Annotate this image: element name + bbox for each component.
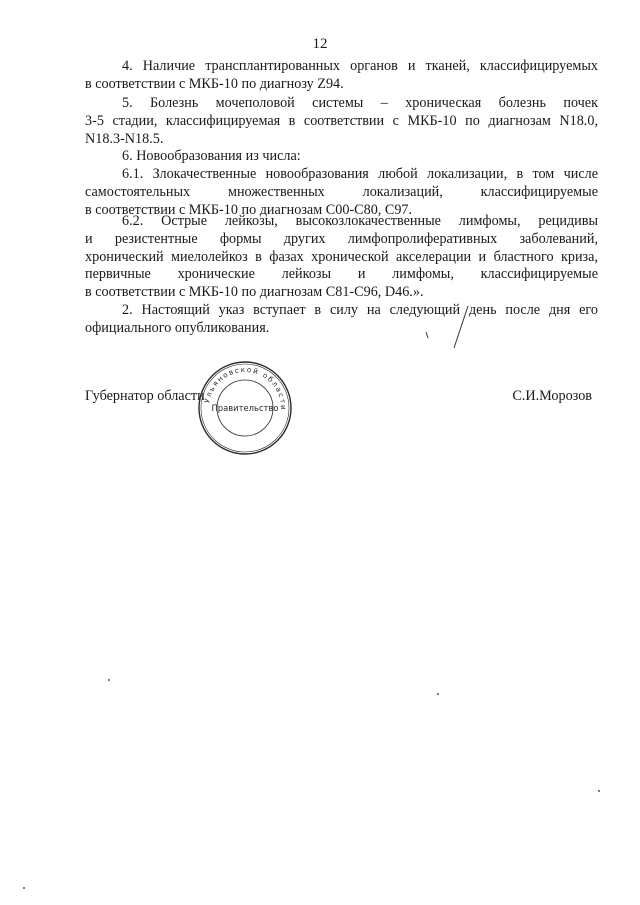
paragraph-4: [85, 58, 598, 94]
scan-speck: [108, 679, 110, 681]
official-seal-icon: [195, 358, 295, 458]
paragraph-line: в соответствии с МКБ-10 по диагнозу Z94.: [85, 75, 344, 92]
paragraph-line: 6.1. Злокачественные новообразования любой локализации, в том числе: [122, 166, 598, 182]
paragraph-6-2: [85, 213, 598, 302]
paragraph-line: хронический миелолейкоз в фазах хронической акселерации и бластного криза,: [85, 248, 598, 265]
scan-speck: [598, 790, 600, 792]
handwritten-mark-icon: [420, 302, 480, 352]
paragraph-line: 6.2. Острые лейкозы, высокозлокачественные лимфомы, рецидивы: [122, 213, 598, 229]
seal-ring-text: Ульяновской области: [202, 364, 289, 412]
paragraph-line: 5. Болезнь мочеполовой системы – хроническая болезнь почек: [122, 95, 598, 111]
signatory-title: Губернатор области: [85, 388, 205, 404]
paragraph-line: 6. Новообразования из числа:: [122, 148, 301, 164]
paragraph-line: первичные хронические лейкозы и лимфомы, классифицируемые: [85, 266, 598, 283]
paragraph-line: 3-5 стадии, классифицируемая в соответствии с МКБ-10 по диагнозам N18.0,: [85, 112, 598, 129]
paragraph-line: самостоятельных множественных локализаций, классифицируемые: [85, 183, 598, 200]
paragraph-line: официального опубликования.: [85, 319, 270, 336]
paragraph-line: и резистентные формы других лимфопролиферативных заболеваний,: [85, 230, 598, 247]
paragraph-line: N18.3-N18.5.: [85, 130, 164, 147]
paragraph-line: в соответствии с МКБ-10 по диагнозам С00-С80, С97.: [85, 201, 413, 218]
signatory-name: С.И.Морозов: [512, 388, 592, 404]
paragraph-line: 2. Настоящий указ вступает в силу на следующий день после дня его: [122, 302, 598, 318]
scan-speck: [437, 693, 439, 695]
paragraph-effective-date: [85, 302, 598, 338]
paragraph-5: [85, 95, 598, 148]
paragraph-line: 4. Наличие трансплантированных органов и тканей, классифицируемых: [122, 58, 598, 74]
scan-speck: [23, 887, 25, 889]
paragraph-6-1: [85, 166, 598, 219]
paragraph-line: в соответствии с МКБ-10 по диагнозам С81-С96, D46.».: [85, 284, 424, 301]
paragraph-6: [85, 148, 598, 166]
seal-center-text: Правительство: [211, 403, 279, 413]
page-number: 12: [312, 36, 328, 52]
